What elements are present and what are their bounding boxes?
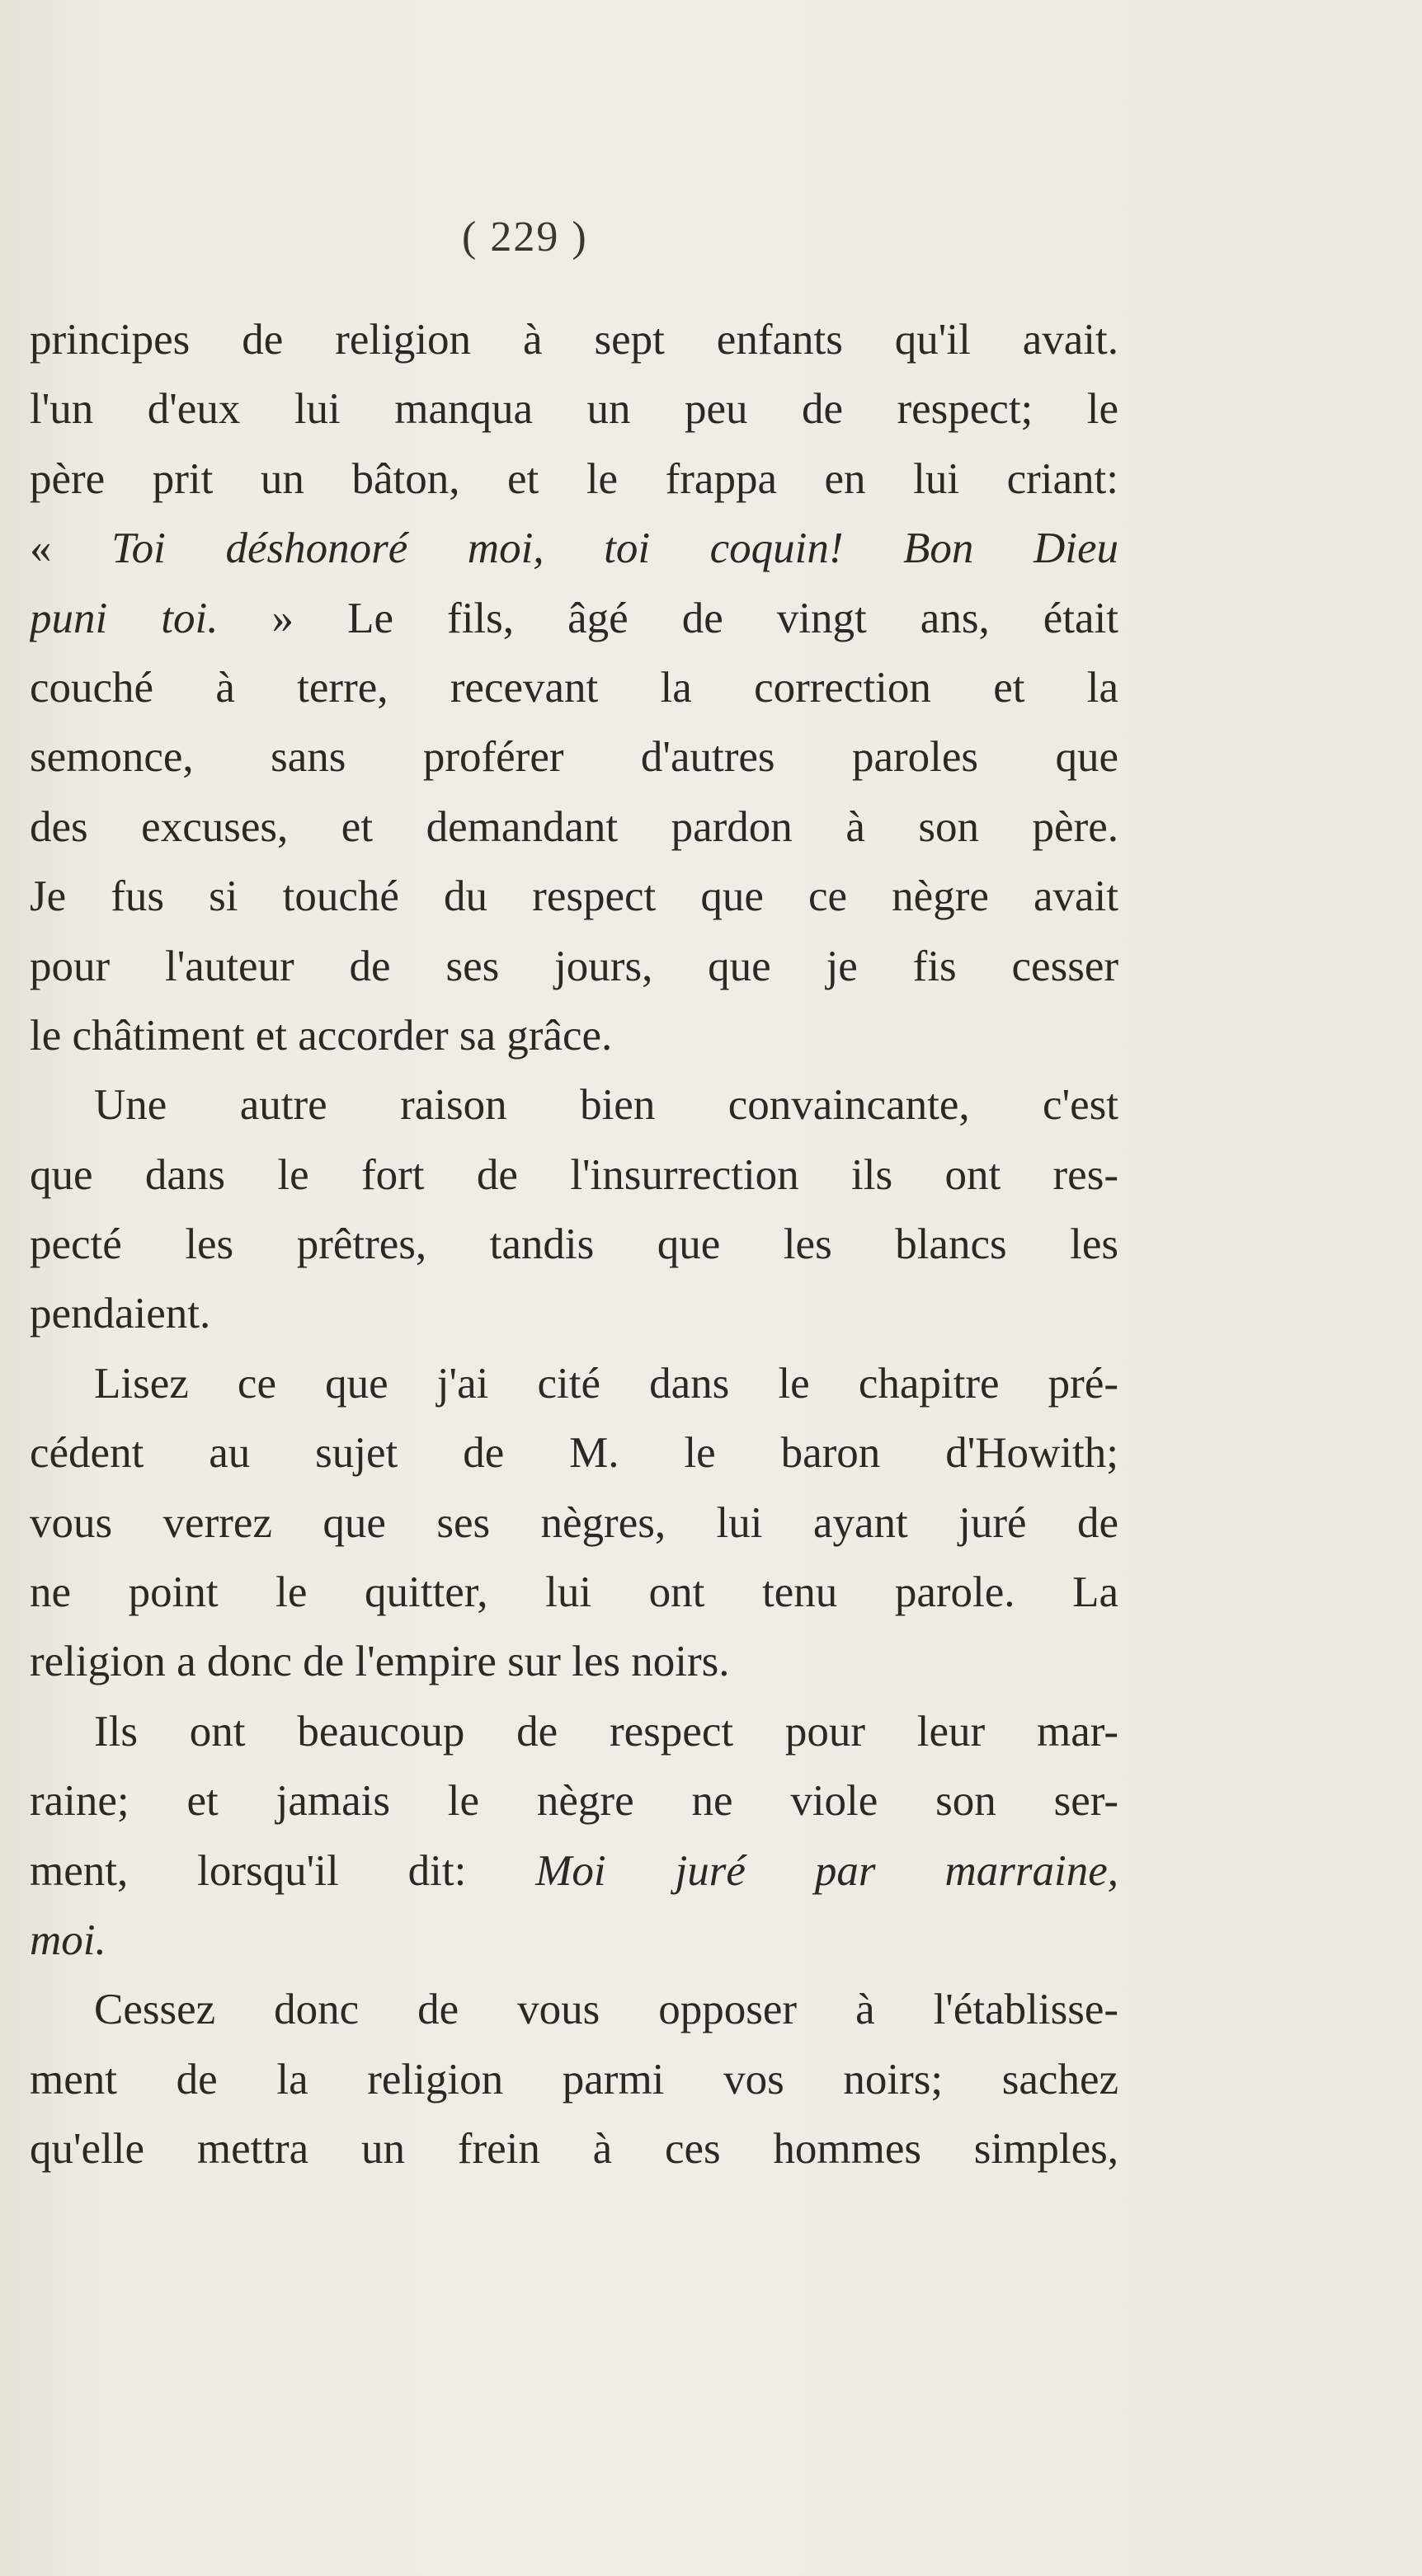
body-text bbox=[30, 305, 1118, 2184]
text-line: couché à terre, recevant la correction et la bbox=[30, 663, 1118, 712]
text-line: que dans le fort de l'insurrection ils ont res- bbox=[30, 1150, 1118, 1199]
quote-open: « bbox=[30, 524, 112, 573]
text-line: le châtiment et accorder sa grâce. bbox=[30, 1011, 613, 1060]
text-line: vous verrez que ses nègres, lui ayant juré de bbox=[30, 1498, 1118, 1547]
italic-quote: puni toi. bbox=[30, 594, 219, 642]
text-line: ne point le quitter, lui ont tenu parole. La bbox=[30, 1568, 1118, 1617]
text-line: pour l'auteur de ses jours, que je fis cesser bbox=[30, 942, 1118, 990]
text-line: raine; et jamais le nègre ne viole son ser- bbox=[30, 1777, 1118, 1826]
italic-quote: Toi déshonoré moi, toi coquin! Bon Dieu bbox=[111, 524, 1118, 573]
page-number: ( 229 ) bbox=[462, 214, 588, 261]
text-run: » Le fils, âgé de vingt ans, était bbox=[218, 594, 1118, 642]
text-line: Je fus si touché du respect que ce nègre avait bbox=[30, 872, 1118, 921]
text-line: cédent au sujet de M. le baron d'Howith; bbox=[30, 1429, 1118, 1478]
text-line: ment de la religion parmi vos noirs; sachez bbox=[30, 2055, 1118, 2104]
text-line: Une autre raison bien convaincante, c'est bbox=[94, 1081, 1118, 1130]
text-line: l'un d'eux lui manqua un peu de respect; le bbox=[30, 385, 1118, 434]
text-line: pendaient. bbox=[30, 1290, 211, 1338]
text-line: des excuses, et demandant pardon à son père. bbox=[30, 802, 1118, 851]
text-line: pecté les prêtres, tandis que les blancs les bbox=[30, 1220, 1118, 1269]
text-line bbox=[30, 1836, 1118, 1906]
text-run: ment, lorsqu'il dit: bbox=[30, 1846, 536, 1895]
italic-quote: Moi juré par marraine, bbox=[535, 1846, 1118, 1895]
text-line: Lisez ce que j'ai cité dans le chapitre pré- bbox=[94, 1359, 1118, 1408]
text-line bbox=[30, 514, 1118, 583]
text-line: principes de religion à sept enfants qu'il avait. bbox=[30, 316, 1118, 364]
text-line: semonce, sans proférer d'autres paroles que bbox=[30, 733, 1118, 782]
text-line bbox=[30, 584, 1118, 653]
text-line: père prit un bâton, et le frappa en lui criant: bbox=[30, 454, 1118, 503]
text-line: Cessez donc de vous opposer à l'établisse- bbox=[94, 1986, 1118, 2034]
text-line: qu'elle mettra un frein à ces hommes simples, bbox=[30, 2125, 1118, 2174]
text-line: Ils ont beaucoup de respect pour leur mar- bbox=[94, 1707, 1118, 1756]
text-line: religion a donc de l'empire sur les noirs. bbox=[30, 1638, 730, 1686]
italic-quote: moi. bbox=[30, 1916, 106, 1964]
text-line bbox=[30, 1906, 1118, 1975]
